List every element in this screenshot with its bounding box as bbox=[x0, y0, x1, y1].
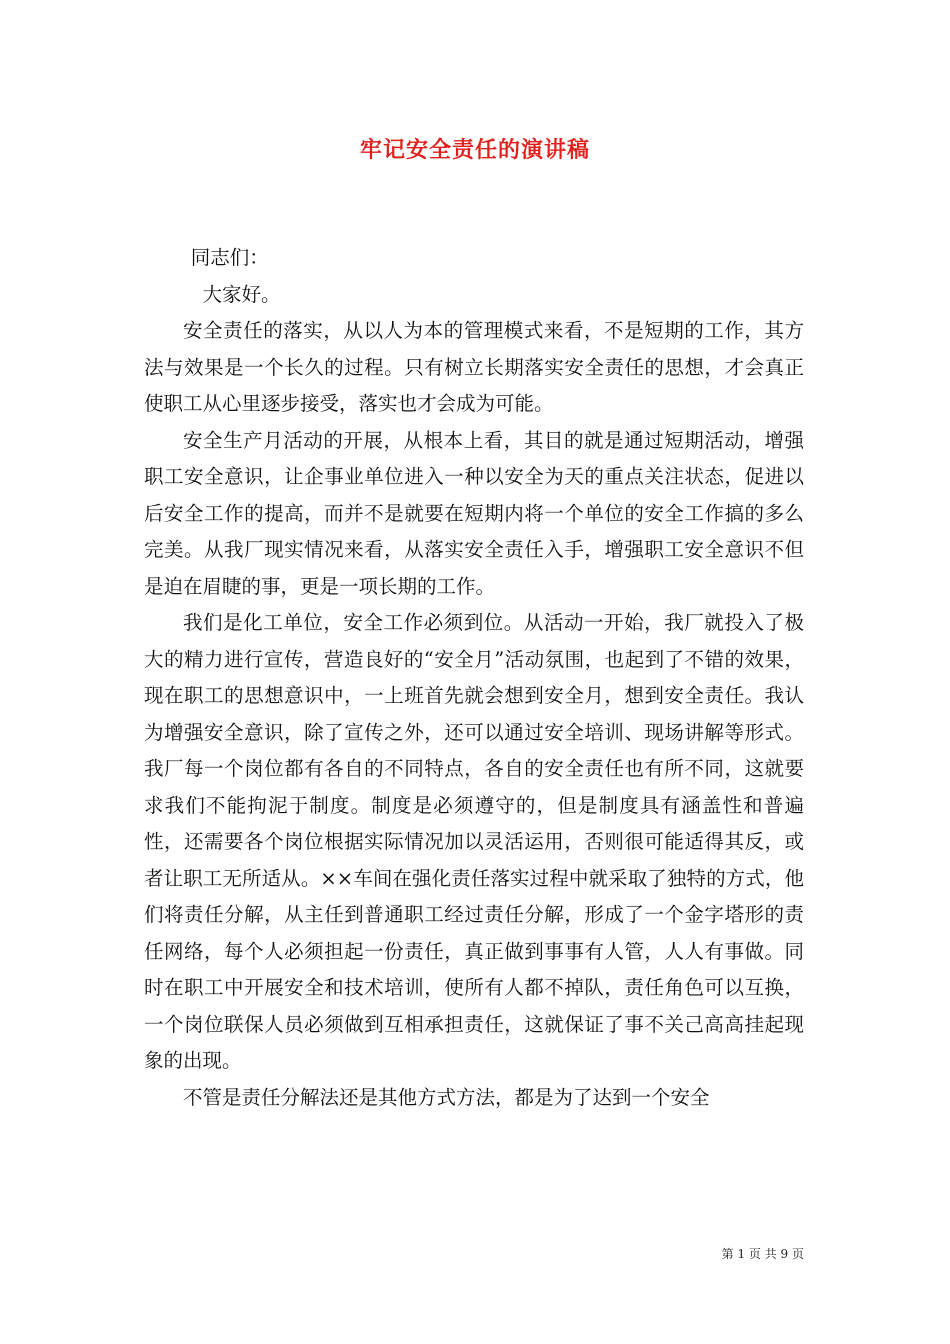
page-number-footer: 第 1 页 共 9 页 bbox=[721, 1247, 804, 1261]
document-body bbox=[144, 240, 804, 1116]
paragraph: 安全责任的落实，从以人为本的管理模式来看，不是短期的工作，其方法与效果是一个长久的过程。只有树立长期落实安全责任的思想，才会真正使职工从心里逐步接受，落实也才会成为可能。 bbox=[144, 319, 804, 415]
paragraph: 我们是化工单位，安全工作必须到位。从活动一开始，我厂就投入了极大的精力进行宣传，营造良好的“安全月”活动氛围，也起到了不错的效果，现在职工的思想意识中，一上班首先就会想到安全月，想到安全责任。我认为增强安全意识，除了宣传之外，还可以通过安全培训、现场讲解等形式。我厂每一个岗位都有各自的不同特点，各自的安全责任也有所不同，这就要求我们不能拘泥于制度。制度是必须遵守的，但是制度具有涵盖性和普遍性，还需要各个岗位根据实际情况加以灵活运用，否则很可能适得其反，或者让职工无所适从。××车间在强化责任落实过程中就采取了独特的方式，他们将责任分解，从主任到普通职工经过责任分解，形成了一个金字塔形的责任网络，每个人必须担起一份责任，真正做到事事有人管，人人有事做。同时在职工中开展安全和技术培训，使所有人都不掉队，责任角色可以互换，一个岗位联保人员必须做到互相承担责任，这就保证了事不关己高高挂起现象的出现。 bbox=[144, 611, 804, 1072]
paragraph: 安全生产月活动的开展，从根本上看，其目的就是通过短期活动，增强职工安全意识，让企事业单位进入一种以安全为天的重点关注状态，促进以后安全工作的提高，而并不是就要在短期内将一个单位的安全工作搞的多么完美。从我厂现实情况来看，从落实安全责任入手，增强职工安全意识不但是迫在眉睫的事，更是一项长期的工作。 bbox=[144, 428, 804, 598]
salutation: 同志们： bbox=[190, 246, 269, 269]
paragraph: 不管是责任分解法还是其他方式方法，都是为了达到一个安全 bbox=[183, 1085, 710, 1109]
document-title: 牢记安全责任的演讲稿 bbox=[359, 137, 590, 163]
greeting: 大家好。 bbox=[202, 282, 281, 306]
